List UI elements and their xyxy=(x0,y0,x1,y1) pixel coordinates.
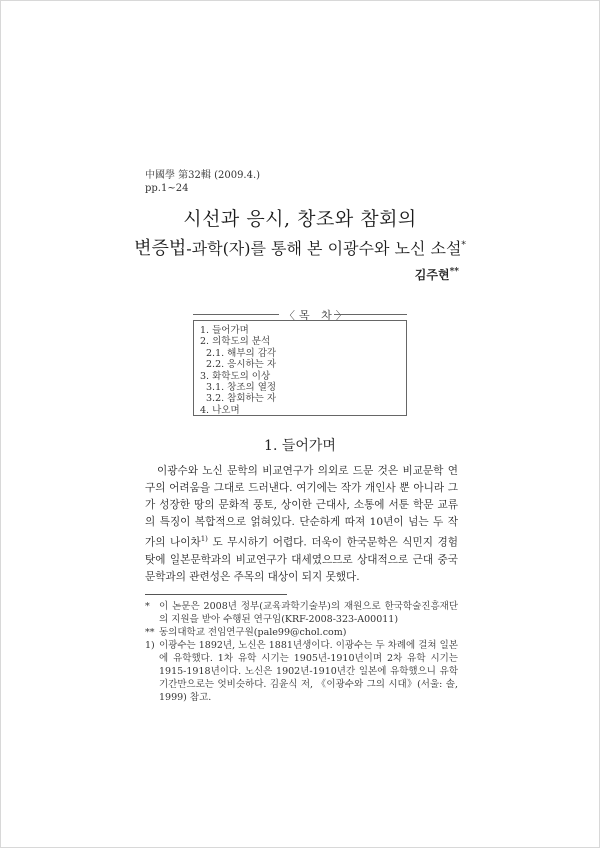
author xyxy=(415,266,459,283)
toc-top-rule-right xyxy=(334,314,407,315)
journal-info xyxy=(145,169,260,195)
title-footnote-mark: * xyxy=(461,240,466,251)
paragraph xyxy=(145,463,458,586)
title-subtitle: -과학(자)를 통해 본 이광수와 노신 소설 xyxy=(186,239,462,258)
journal-pages: pp.1~24 xyxy=(145,183,189,194)
toc-item[interactable]: 4. 나오며 xyxy=(200,404,240,416)
footnote xyxy=(145,626,458,639)
paragraph-text: 이광수와 노신 문학의 비교연구가 의외로 드문 것은 비교문학 연구의 어려움을 그대로 드러낸다. 여기에는 작가 개인사 뿐 아니라 그가 성장한 땅의 문화적 풍토, 상이한 근대사, 소통에 서툰 학문 교류의 특징이 복합적으로 얽혀있다. 단순하게 따져 10년이 넘는 두 작가의 나이차 xyxy=(145,465,458,549)
footnotes xyxy=(145,600,458,704)
paper-title-line1: 시선과 응시, 창조와 참회의 xyxy=(183,208,417,230)
toc-item[interactable]: 3. 화학도의 이상 xyxy=(200,370,271,382)
paper-title-line2 xyxy=(0,234,600,260)
footnote xyxy=(145,600,458,626)
footnote-text: 동의대학교 전임연구원(pale99@chol.com) xyxy=(159,627,347,638)
footnote xyxy=(145,639,458,704)
section-heading: 1. 들어가며 xyxy=(264,438,336,454)
footnote-rule xyxy=(145,594,287,595)
journal-name: 中國學 第32輯 (2009.4.) xyxy=(145,170,261,181)
footnote-mark: ** xyxy=(145,627,155,638)
title-main-word: 변증법 xyxy=(134,238,187,259)
author-footnote-mark: ** xyxy=(449,267,459,277)
table-of-contents xyxy=(193,320,407,416)
footnote-mark: 1) xyxy=(145,640,155,651)
toc-item[interactable]: 3.2. 참회하는 자 xyxy=(206,393,277,405)
toc-item[interactable]: 2. 의학도의 분석 xyxy=(200,336,271,348)
body-text xyxy=(145,463,458,586)
footnote-ref[interactable]: 1) xyxy=(200,535,208,543)
toc-label: 〈목 차〉 xyxy=(284,309,351,322)
toc-top-rule-left xyxy=(193,314,279,315)
author-name: 김주현 xyxy=(414,268,450,282)
paragraph-text-cont: 도 무시하기 어렵다. 더욱이 한국문학은 식민지 경험 탓에 일본문학과의 비교연구가 대세였으므로 상대적으로 근대 중국문학과의 관련성은 주목의 대상이 되지 못했다. xyxy=(145,536,458,583)
toc-item[interactable]: 2.1. 해부의 감각 xyxy=(206,347,277,359)
footnote-mark: * xyxy=(145,601,150,612)
toc-item[interactable]: 1. 들어가며 xyxy=(200,325,249,336)
footnote-text: 이광수는 1892년, 노신은 1881년생이다. 이광수는 두 차례에 걸쳐 일본에 유학했다. 1차 유학 시기는 1905년-1910년이며 2차 유학 시기는 1915-1918년이다. 노신은 1902년-1910년간 일본에 유학했으니 유학 기간만으로는 엇비슷하다. 김윤식 저, 《이광수와 그의 시대》(서울: 솔, 1999) 참고. xyxy=(159,640,458,703)
footnote-text: 이 논문은 2008년 정부(교육과학기술부)의 재원으로 한국학술진흥재단의 지원을 받아 수행된 연구임(KRF-2008-323-A00011) xyxy=(159,601,458,625)
toc-item[interactable]: 3.1. 창조의 열정 xyxy=(206,382,277,394)
toc-item[interactable]: 2.2. 응시하는 자 xyxy=(206,359,277,371)
